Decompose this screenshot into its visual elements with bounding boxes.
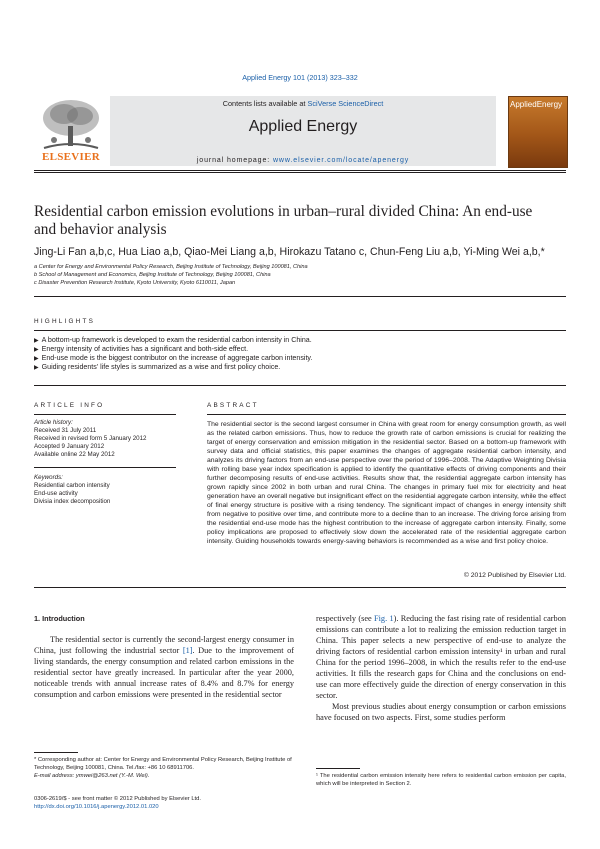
body-column-right	[316, 613, 566, 723]
bullet-triangle-icon: ▶	[34, 365, 39, 371]
doi-link[interactable]: http://dx.doi.org/10.1016/j.apenergy.2012.01.020	[34, 804, 159, 810]
reference-link[interactable]: [1]	[182, 646, 193, 655]
history-label: Article history:	[34, 419, 73, 426]
homepage-prefix: journal homepage:	[196, 157, 273, 164]
divider	[34, 414, 176, 415]
footnote-rule	[34, 752, 78, 753]
bullet-triangle-icon: ▶	[34, 347, 39, 353]
homepage-link[interactable]: www.elsevier.com/locate/apenergy	[272, 157, 410, 164]
body-paragraph: respectively (see Fig. 1). Reducing the fast rising rate of residential carbon emissions can contribute a lot to realizing the emission reduction target in China. This paper selects a new perspective of end-use to analyze the driving factors of residential carbon emission intensity¹ in urban and rural China for the period 1996–2008, in which the results refer to the end-use activities. It fills the research gaps for China and the conclusions on end-use can more effectively guide the direction of energy conservation in this sector.	[316, 614, 566, 700]
abstract-heading: ABSTRACT	[207, 402, 259, 409]
abstract-copyright: © 2012 Published by Elsevier Ltd.	[463, 572, 566, 579]
journal-homepage	[110, 157, 496, 164]
bullet-triangle-icon: ▶	[34, 356, 39, 362]
corresponding-author-note: * Corresponding author at: Center for Energy and Environmental Policy Research, Beijing Institute of Technology, Beijing 100081, China. Tel./fax: +86 10 68911706. E-mail address: ymwei@263.net (Y.-M. Wei).	[34, 757, 292, 779]
journal-title: Applied Energy	[248, 118, 358, 135]
body-paragraph: Most previous studies about energy consumption or carbon emissions have focused on two aspects. First, some studies perform	[316, 702, 566, 722]
article-title: Residential carbon emission evolutions in urban–rural divided China: An end-use and behavior analysis	[34, 203, 533, 238]
divider	[34, 587, 566, 588]
highlight-item: ▶ Energy intensity of activities has a significant and both-side effect.	[34, 345, 249, 353]
article-info-heading: ARTICLE INFO	[34, 402, 105, 409]
bullet-triangle-icon: ▶	[34, 338, 39, 344]
highlight-item: ▶ End-use mode is the biggest contributor on the increase of aggregate carbon intensity.	[34, 354, 313, 362]
abstract-text: The residential sector is the second largest consumer in China with great room for energy consumption growth, as well as the related carbon emissions. Thus, how to reduce the growth rate of carbon emissions is crucial for realizing the target of energy conservation and emission mitigation in the residential sector. Based on a bottom-up framework with survey data and official statistics, this paper examines the changes of aggregate residential carbon intensity, and analyzes its driving factors from an end-use perspective over the period of 1996–2008. The Adaptive Weighting Divisia with rolling base year index specification is applied to identify the quantitative effects of driving components and their further decomposing results of end-use activities. Results show that, the residential aggregate carbon intensity has grown rapidly since 2002 in both urban and rural China. The changes in primary fuel mix for electricity and heat generation have an overall negative but insignificant effect on the residential aggregate carbon intensity, while the effect of final energy structure is positive with a rising tendency. The significant impact of changes in energy intensity shift from negative to positive over time, and contribute more to a decline than to an increase. The driving force arising from the residential end-use mode has the highest contribution to the increase of aggregate carbon intensity. Finally, some policy implications are proposed to effectively slow down the accelerated rate of the residential aggregate carbon intensity. Guiding households towards energy-saving behaviors is recommended as a wise and first policy choice.	[207, 421, 566, 545]
header-rule-thin	[34, 172, 566, 173]
affiliation-b: b School of Management and Economics, Beijing Institute of Technology, Beijing 100081, China	[34, 272, 271, 278]
journal-citation: Applied Energy 101 (2013) 323–332	[242, 73, 358, 82]
body-paragraph: The residential sector is currently the second-largest energy consumer in China, just following the industrial sector [1]. Due to the improvement of living standards, the energy consumption and related carbon emissions in the residential sector have greatly increased. In particular after the year 2000, noticeable trends with annual increase rates of 8.4% and 8.7% for energy consumption and carbon emissions were presented in the residential sector	[34, 635, 294, 699]
article-history: Article history: Received 31 July 2011 Received in revised form 5 January 2012 Accepted 9 January 2012 Available online 22 May 2012	[34, 419, 147, 458]
divider	[34, 385, 566, 386]
email-line: E-mail address: ymwei@263.net (Y.-M. Wei).	[34, 773, 150, 779]
divider	[34, 330, 566, 331]
contents-line	[110, 99, 496, 108]
affiliation-a: a Center for Energy and Environmental Policy Research, Beijing Institute of Technology, Beijing 100081, China	[34, 264, 308, 270]
body-column-left	[34, 613, 294, 700]
figure-link[interactable]: Fig. 1	[374, 614, 394, 623]
footnote-rule	[316, 768, 360, 769]
contents-prefix: Contents lists available at	[222, 99, 308, 108]
footnote-1: ¹ The residential carbon emission intensity here refers to residential carbon emission per capita, which will be interpreted in Section 2.	[316, 773, 566, 787]
issn-line: 0306-2619/$ - see front matter © 2012 Published by Elsevier Ltd.	[34, 796, 202, 802]
elsevier-wordmark: ELSEVIER	[41, 151, 101, 163]
highlight-item: ▶ A bottom-up framework is developed to exam the residential carbon intensity in China.	[34, 336, 312, 344]
divider	[34, 296, 566, 297]
highlight-item: ▶ Guiding residents’ life styles is summarized as a wise and first policy choice.	[34, 363, 281, 371]
section-heading: 1. Introduction	[34, 614, 85, 623]
highlights-heading: HIGHLIGHTS	[34, 318, 96, 325]
affiliation-c: c Disaster Prevention Research Institute, Kyoto University, Kyoto 6110011, Japan	[34, 280, 236, 286]
sciencedirect-link[interactable]: SciVerse ScienceDirect	[307, 99, 384, 108]
divider	[207, 414, 566, 415]
keywords-label: Keywords:	[34, 474, 63, 481]
header-rule	[34, 170, 566, 171]
journal-cover-title: AppliedEnergy	[510, 100, 563, 109]
author-list: Jing-Li Fan a,b,c, Hua Liao a,b, Qiao-Mei Liang a,b, Hirokazu Tatano c, Chun-Feng Liu a,b, Yi-Ming Wei a,b,*	[34, 246, 545, 258]
issn-doi-block	[34, 795, 296, 811]
divider	[34, 467, 176, 468]
keywords: Keywords: Residential carbon intensity End-use activity Divisia index decomposition	[34, 474, 111, 505]
